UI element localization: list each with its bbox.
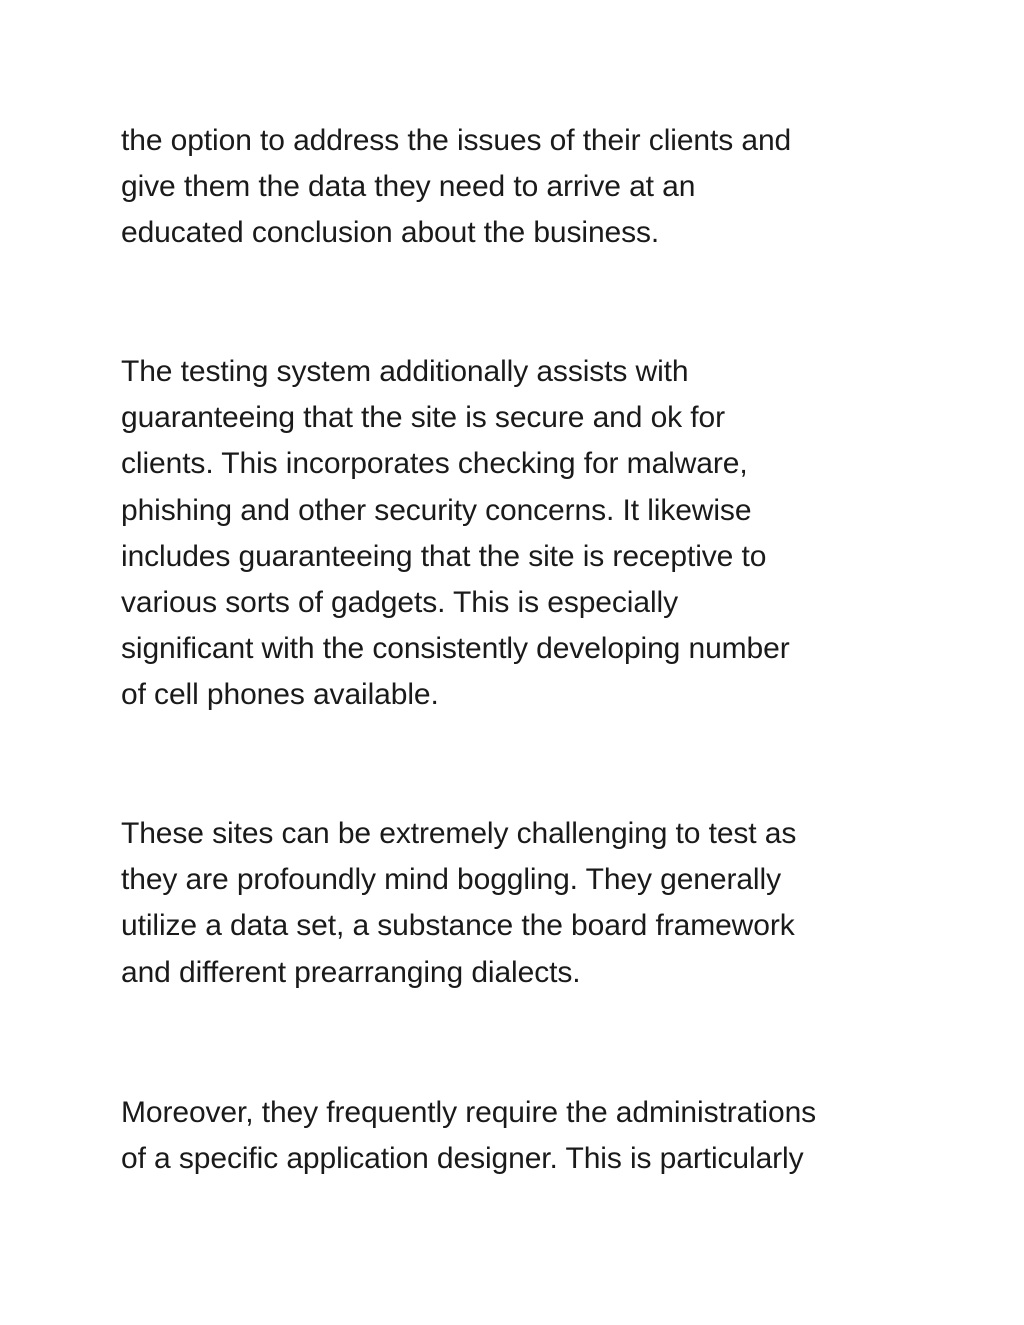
text-line: These sites can be extremely challenging to test as	[121, 817, 797, 850]
paragraph-2	[121, 349, 921, 719]
text-line: various sorts of gadgets. This is especially	[121, 586, 678, 620]
text-line: significant with the consistently developing number	[121, 632, 790, 666]
paragraph-1	[121, 118, 921, 257]
text-line: educated conclusion about the business.	[121, 216, 660, 250]
text-line: give them the data they need to arrive at an	[121, 170, 696, 204]
text-line: phishing and other security concerns. It likewise	[121, 493, 752, 527]
text-line: Moreover, they frequently require the administrations	[121, 1096, 817, 1129]
text-line: of a specific application designer. This is particularly	[121, 1142, 804, 1176]
text-line: guaranteeing that the site is secure and ok for	[121, 401, 726, 435]
text-line: they are profoundly mind boggling. They generally	[121, 863, 781, 897]
paragraph-4	[121, 1090, 921, 1182]
text-line: of cell phones available.	[121, 678, 439, 712]
text-line: and different prearranging dialects.	[121, 955, 581, 989]
text-line: includes guaranteeing that the site is receptive to	[121, 539, 767, 573]
text-line: the option to address the issues of their clients and	[121, 124, 792, 157]
text-line: The testing system additionally assists with	[121, 355, 689, 388]
paragraph-3	[121, 811, 921, 996]
text-line: clients. This incorporates checking for malware,	[121, 447, 748, 481]
text-line: utilize a data set, a substance the board framework	[121, 909, 795, 943]
